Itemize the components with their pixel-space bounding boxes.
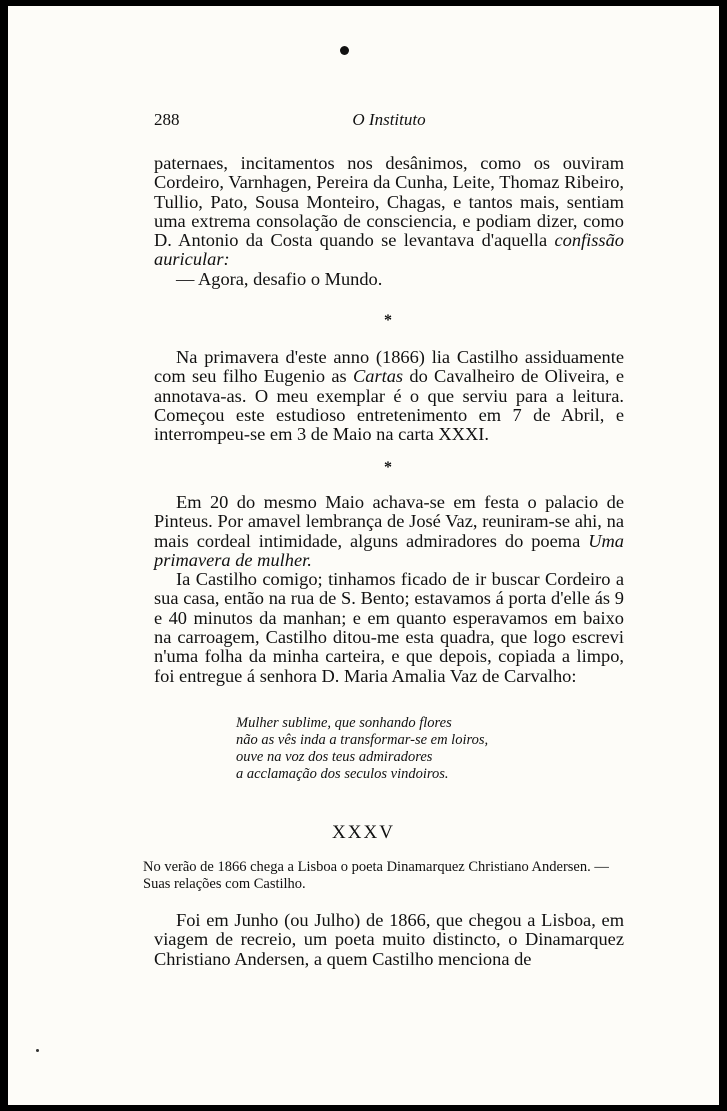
poem-line: Mulher sublime, que sonhando flores <box>236 715 452 731</box>
quote-line: — Agora, desafio o Mundo. <box>176 268 383 289</box>
paragraph-2-text-b: do Cavalheiro de Oliveira, e annotava-as. O meu exemplar é o que serviu para a leitura. Começou este estudioso entretenimento em 7 de Abril, e interrompeu-se em 3 de Maio na carta XXXI. <box>154 366 624 445</box>
paragraph-3-text: Em 20 do mesmo Maio achava-se em festa o palacio de Pinteus. Por amavel lembrança de José Vaz, reuniram-se ahi, na mais cordeal intimidade, alguns admiradores do poema <box>154 492 624 551</box>
paragraph-1 <box>154 154 624 289</box>
poem-line: a acclamação dos seculos vindoiros. <box>236 766 449 782</box>
paragraph-3-italic: Uma primavera de mulher. <box>154 530 624 570</box>
ink-blot <box>340 46 349 55</box>
paragraph-2 <box>154 348 624 444</box>
ink-speck <box>36 1049 39 1052</box>
paragraph-4 <box>154 911 624 969</box>
paragraph-4-text: Foi em Junho (ou Julho) de 1866, que chegou a Lisboa, em viagem de recreio, um poeta muito distincto, o Dinamarquez Christiano Andersen, a quem Castilho menciona de <box>154 910 624 969</box>
section-separator: * <box>384 312 392 329</box>
paragraph-3 <box>154 493 624 686</box>
paragraph-1-text: paternaes, incitamentos nos desânimos, como os ouviram Cordeiro, Varnhagen, Pereira da Cunha, Leite, Thomaz Ribeiro, Tullio, Pato, Sousa Monteiro, Chagas, e tantos mais, sentiam uma extrema consolação de consciencia, e podiam dizer, como D. Antonio da Costa quando se levantava d'aquella <box>154 153 624 251</box>
running-title: O Instituto <box>352 110 426 129</box>
paragraph-2-text-a: Na primavera d'este anno (1866) lia Castilho assiduamente com seu filho Eugenio as <box>154 347 624 387</box>
book-page <box>8 6 719 1105</box>
poem-line: ouve na voz dos teus admiradores <box>236 749 433 765</box>
paragraph-1-italic: confissão auricular: <box>154 230 624 270</box>
chapter-summary: No verão de 1866 chega a Lisboa o poeta Dinamarquez Christiano Andersen. — Suas relações com Castilho. <box>143 859 609 892</box>
poem <box>236 715 488 783</box>
chapter-number: XXXV <box>332 822 395 843</box>
paragraph-3b: Ia Castilho comigo; tinhamos ficado de ir buscar Cordeiro a sua casa, então na rua de S. Bento; estavamos á porta d'elle ás 9 e 40 minutos da manhan; e em quanto esperavamos em baixo na carroagem, Castilho ditou-me esta quadra, que logo escrevi n'uma folha da minha carteira, e que depois, copiada a limpo, foi entregue á senhora D. Maria Amalia Vaz de Carvalho: <box>154 569 624 686</box>
page-number: 288 <box>154 110 180 129</box>
poem-line: não as vês inda a transformar-se em loiros, <box>236 732 489 748</box>
paragraph-2-italic: Cartas <box>352 366 404 387</box>
section-separator-2: * <box>384 459 392 476</box>
